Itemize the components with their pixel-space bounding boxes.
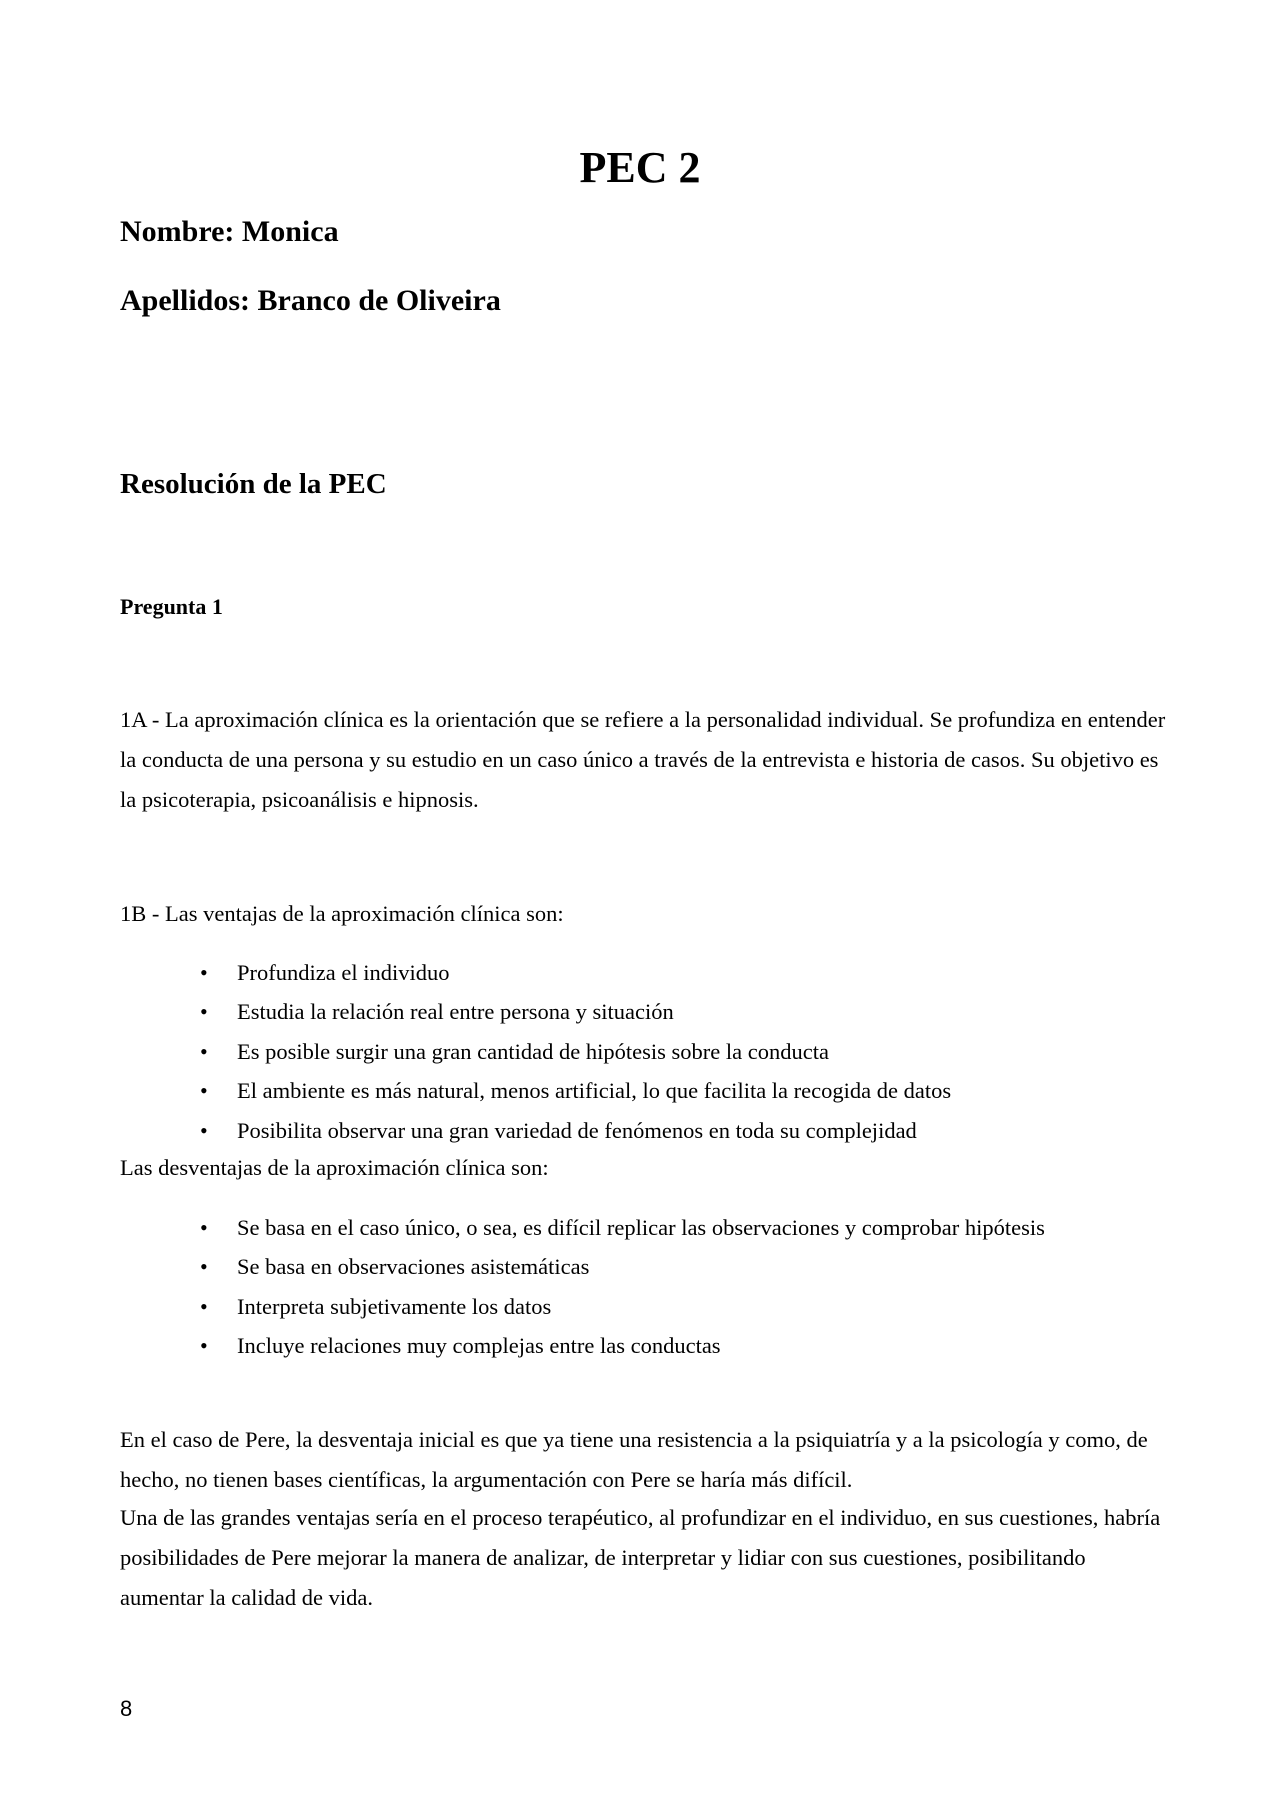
bullet-icon: • — [200, 1293, 208, 1319]
list-item-text: Interpreta subjetivamente los datos — [237, 1293, 552, 1319]
advantages-list — [120, 953, 1180, 1150]
list-item — [120, 1111, 1180, 1150]
list-item-text: Se basa en el caso único, o sea, es difícil replicar las observaciones y comprobar hipótesis — [237, 1215, 1045, 1240]
bullet-icon: • — [200, 1117, 208, 1143]
surname-field: Apellidos: Branco de Oliveira — [120, 284, 501, 317]
bullet-icon: • — [200, 999, 208, 1025]
list-item-text: Se basa en observaciones asistemáticas — [237, 1254, 590, 1280]
list-item — [120, 1247, 1180, 1286]
bullet-icon: • — [200, 1254, 208, 1280]
section-heading: Resolución de la PEC — [120, 468, 387, 500]
answer-1b-intro: 1B - Las ventajas de la aproximación clínica son: — [120, 901, 564, 926]
page-number: 8 — [120, 1696, 133, 1721]
list-item — [120, 1208, 1180, 1247]
list-item-text: Incluye relaciones muy complejas entre las conductas — [237, 1333, 721, 1359]
name-field: Nombre: Monica — [120, 215, 339, 248]
list-item-text: Profundiza el individuo — [237, 960, 450, 985]
list-item-text: Estudia la relación real entre persona y situación — [237, 999, 674, 1025]
list-item — [120, 953, 1180, 992]
bullet-icon: • — [200, 1333, 208, 1359]
pere-paragraph-1: En el caso de Pere, la desventaja inicial es que ya tiene una resistencia a la psiquiatría y a la psicología y como, de hecho, no tienen bases científicas, la argumentación con Pere se haría más difícil. — [120, 1427, 1148, 1492]
list-item — [120, 1326, 1180, 1365]
bullet-icon: • — [200, 1215, 208, 1240]
bullet-icon: • — [200, 1078, 208, 1104]
list-item-text: Es posible surgir una gran cantidad de hipótesis sobre la conducta — [237, 1038, 829, 1064]
disadvantages-list — [120, 1208, 1180, 1366]
list-item — [120, 1287, 1180, 1326]
list-item-text: Posibilita observar una gran variedad de fenómenos en toda su complejidad — [237, 1117, 917, 1143]
answer-1a-paragraph: 1A - La aproximación clínica es la orientación que se refiere a la personalidad individual. Se profundiza en entender la conducta de una persona y su estudio en un caso único a través de la entrevista e historia de casos. Su objetivo es la psicoterapia, psicoanálisis e hipnosis. — [120, 707, 1166, 812]
list-item-text: El ambiente es más natural, menos artificial, lo que facilita la recogida de datos — [237, 1078, 952, 1104]
bullet-icon: • — [200, 960, 208, 985]
list-item — [120, 992, 1180, 1031]
pere-paragraph-2: Una de las grandes ventajas sería en el proceso terapéutico, al profundizar en el individuo, en sus cuestiones, habría posibilidades de Pere mejorar la manera de analizar, de interpretar y lidiar con sus cuestiones, posibilitando aumentar la calidad de vida. — [120, 1505, 1161, 1610]
list-item — [120, 1071, 1180, 1110]
bullet-icon: • — [200, 1038, 208, 1064]
list-item — [120, 1032, 1180, 1071]
question-heading: Pregunta 1 — [120, 594, 223, 619]
disadvantages-intro: Las desventajas de la aproximación clínica son: — [120, 1155, 549, 1180]
document-title: PEC 2 — [579, 143, 701, 192]
